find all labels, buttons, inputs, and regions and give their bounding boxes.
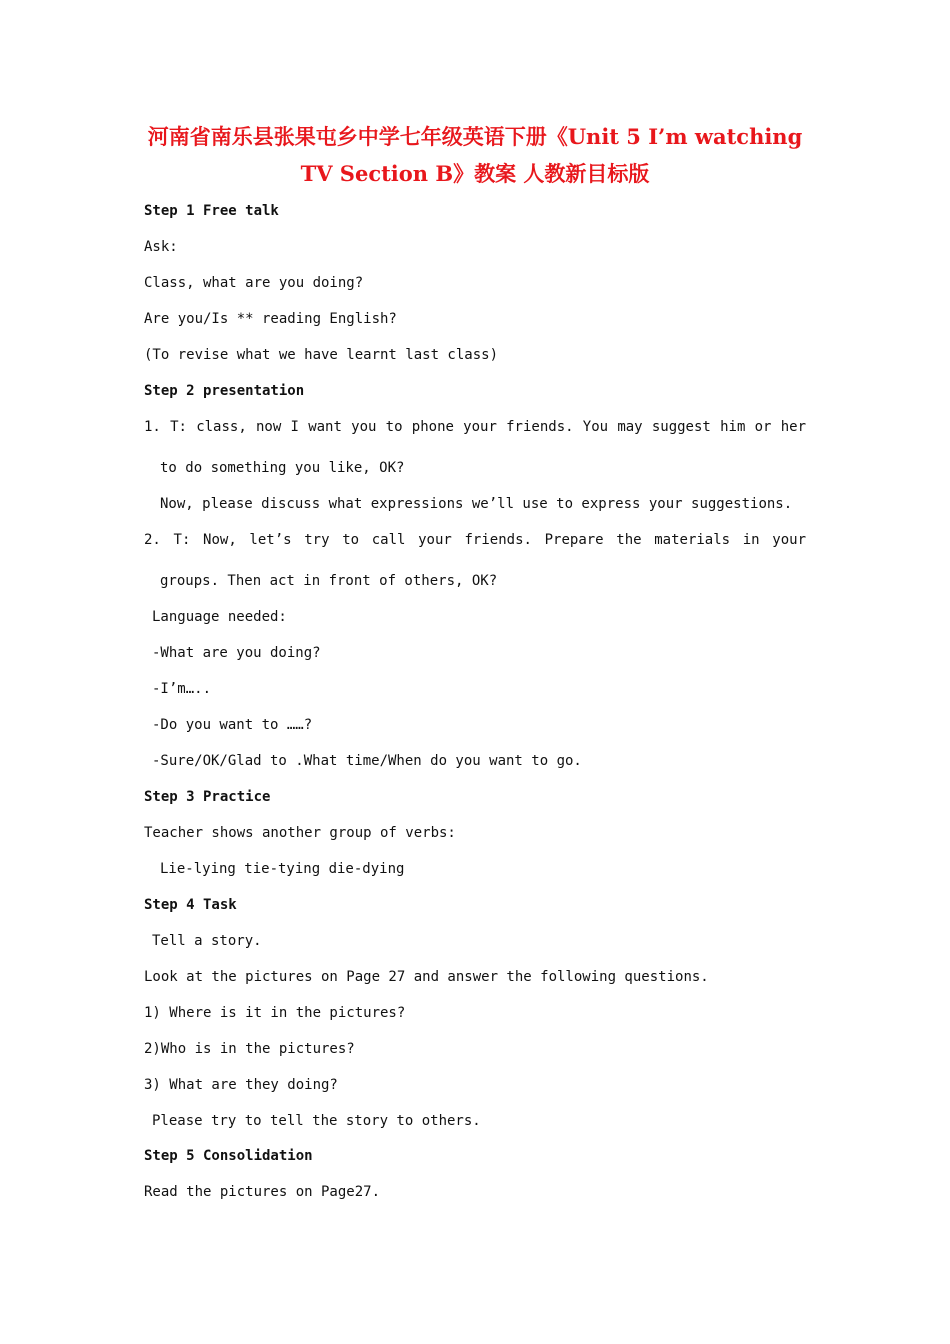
step-2-item-1-line-1: 1. T: class, now I want you to phone your friends. You may suggest him or her	[144, 419, 806, 435]
step-2-heading: Step 2 presentation	[144, 383, 305, 399]
language-line-1: -What are you doing?	[152, 645, 321, 661]
language-needed-label: Language needed:	[152, 609, 287, 625]
step-4-line-2: Look at the pictures on Page 27 and answer the following questions.	[144, 969, 709, 985]
step-2-item-1-line-3: Now, please discuss what expressions we’ll use to express your suggestions.	[160, 496, 793, 512]
step-4-heading: Step 4 Task	[144, 897, 237, 913]
language-line-3: -Do you want to ……?	[152, 717, 313, 733]
step-4-question-2: 2)Who is in the pictures?	[144, 1041, 355, 1057]
step-4-question-3: 3) What are they doing?	[144, 1077, 338, 1093]
step-3-verbs: Lie-lying tie-tying die-dying	[160, 861, 405, 877]
step-1-question-2: Are you/Is ** reading English?	[144, 311, 397, 327]
step-4-question-1: 1) Where is it in the pictures?	[144, 1005, 406, 1021]
step-1-note: (To revise what we have learnt last class)	[144, 347, 499, 363]
step-5-line-1: Read the pictures on Page27.	[144, 1184, 381, 1200]
step-3-line-1: Teacher shows another group of verbs:	[144, 825, 456, 841]
step-1-question-1: Class, what are you doing?	[144, 275, 364, 291]
step-1-ask-label: Ask:	[144, 239, 178, 255]
step-2-item-2-line-2: groups. Then act in front of others, OK?	[160, 573, 498, 589]
step-3-heading: Step 3 Practice	[144, 789, 271, 805]
step-1-heading: Step 1 Free talk	[144, 203, 279, 219]
step-2-item-2-line-1: 2. T: Now, let’s try to call your friends. Prepare the materials in your	[144, 532, 806, 548]
document-title-line-2: TV Section B》教案 人教新目标版	[300, 161, 650, 186]
step-2-item-1-line-2: to do something you like, OK?	[160, 460, 405, 476]
language-line-2: -I’m…..	[152, 681, 212, 697]
step-4-line-3: Please try to tell the story to others.	[152, 1113, 481, 1129]
step-4-line-1: Tell a story.	[152, 933, 262, 949]
language-line-4: -Sure/OK/Glad to .What time/When do you want to go.	[152, 753, 582, 769]
document-title-line-1: 河南省南乐县张果屯乡中学七年级英语下册《Unit 5 I’m watching	[147, 124, 803, 149]
step-5-heading: Step 5 Consolidation	[144, 1148, 313, 1164]
